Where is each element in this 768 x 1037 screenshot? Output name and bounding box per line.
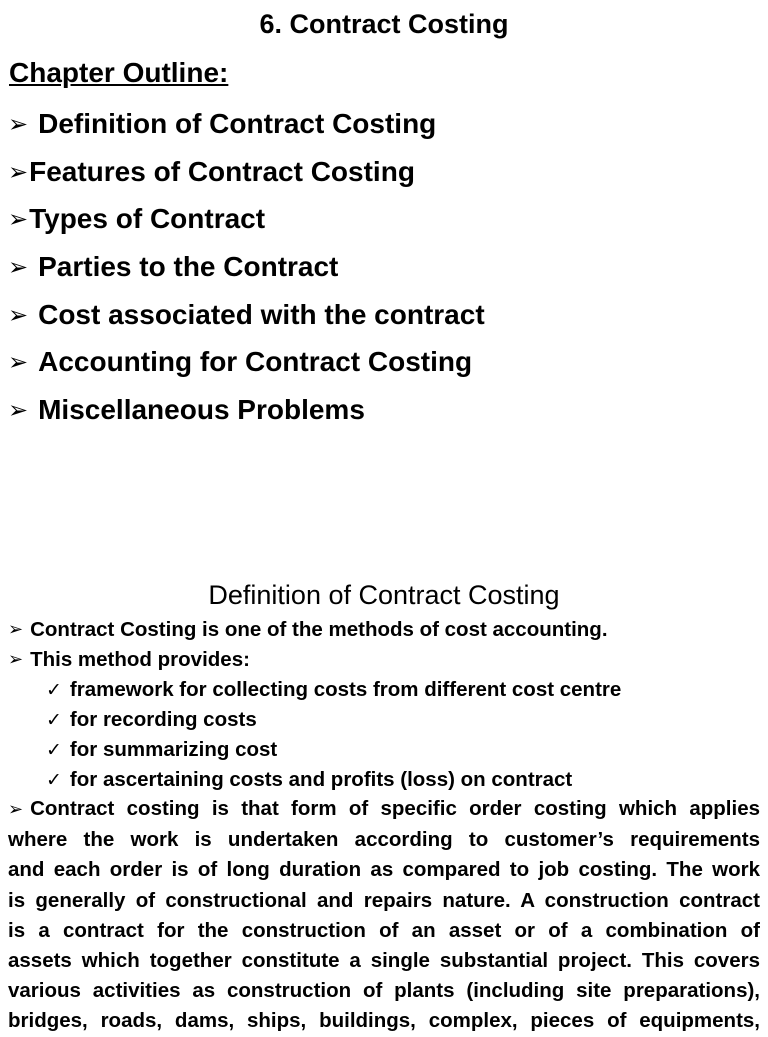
outline-item-label: Miscellaneous Problems: [38, 393, 365, 425]
paragraph-line: [8, 794, 760, 825]
chapter-title: 6. Contract Costing: [259, 9, 509, 39]
outline-item-label: Accounting for Contract Costing: [38, 346, 473, 378]
paragraph-line: bridges, roads, dams, ships, buildings, complex, pieces of equipments,: [8, 1009, 760, 1033]
arrow-bullet-icon: ➢: [8, 109, 29, 138]
outline-slide: [0, 0, 768, 450]
outline-item-label: Definition of Contract Costing: [38, 107, 437, 139]
outline-item: [8, 291, 485, 339]
check-text: for ascertaining costs and profits (loss) on contract: [69, 768, 573, 791]
check-item: [8, 675, 760, 705]
check-text: framework for collecting costs from different cost centre: [69, 678, 622, 701]
check-item: [8, 735, 760, 765]
checkmark-icon: ✓: [46, 769, 62, 791]
definition-slide: [0, 570, 768, 1033]
definition-paragraph: [8, 794, 760, 1037]
arrow-bullet-icon: ➢: [8, 205, 29, 234]
arrow-bullet-icon: ➢: [8, 252, 29, 281]
bullet-text: This method provides:: [30, 648, 250, 671]
outline-item: [8, 195, 485, 243]
paragraph-line: various activities as construction of plants (including site preparations),: [8, 979, 760, 1003]
check-item: [8, 765, 760, 795]
paragraph-line: is generally of constructional and repairs nature. A construction contract: [8, 888, 760, 912]
checkmark-icon: ✓: [46, 739, 62, 761]
outline-item: [8, 338, 485, 386]
outline-item: [8, 100, 485, 148]
arrow-bullet-icon: ➢: [8, 157, 29, 186]
check-item: [8, 705, 760, 735]
arrow-bullet-icon: ➢: [8, 348, 29, 377]
outline-item-label: Cost associated with the contract: [38, 298, 485, 330]
checkmark-icon: ✓: [46, 679, 62, 701]
outline-item-label: Types of Contract: [29, 203, 266, 235]
outline-item: [8, 148, 485, 196]
arrow-bullet-icon: ➢: [8, 395, 29, 424]
bullet-item: [8, 645, 760, 675]
paragraph-line: is a contract for the construction of an asset or of a combination of: [8, 918, 760, 942]
arrow-bullet-icon: ➢: [8, 300, 29, 329]
arrow-bullet-icon: ➢: [8, 799, 24, 820]
definition-bullets: [8, 615, 760, 795]
checkmark-icon: ✓: [46, 709, 62, 731]
outline-item-label: Features of Contract Costing: [29, 155, 415, 187]
check-text: for summarizing cost: [69, 738, 278, 761]
outline-item: [8, 386, 485, 434]
arrow-bullet-icon: ➢: [8, 619, 24, 640]
outline-item-label: Parties to the Contract: [38, 250, 339, 282]
arrow-bullet-icon: ➢: [8, 649, 24, 670]
paragraph-line: and each order is of long duration as compared to job costing. The work: [8, 858, 760, 882]
check-text: for recording costs: [69, 708, 257, 731]
outline-item: [8, 243, 485, 291]
outline-heading: Chapter Outline:: [9, 57, 229, 88]
paragraph-line: where the work is undertaken according to customer’s requirements: [8, 828, 760, 852]
definition-title: Definition of Contract Costing: [208, 580, 560, 610]
paragraph-line: assets which together constitute a single substantial project. This covers: [8, 949, 760, 973]
outline-list: [8, 100, 485, 434]
bullet-text: Contract Costing is one of the methods of cost accounting.: [30, 618, 608, 641]
bullet-item: [8, 615, 760, 645]
paragraph-line-text: Contract costing is that form of specific order costing which applies: [30, 797, 760, 820]
